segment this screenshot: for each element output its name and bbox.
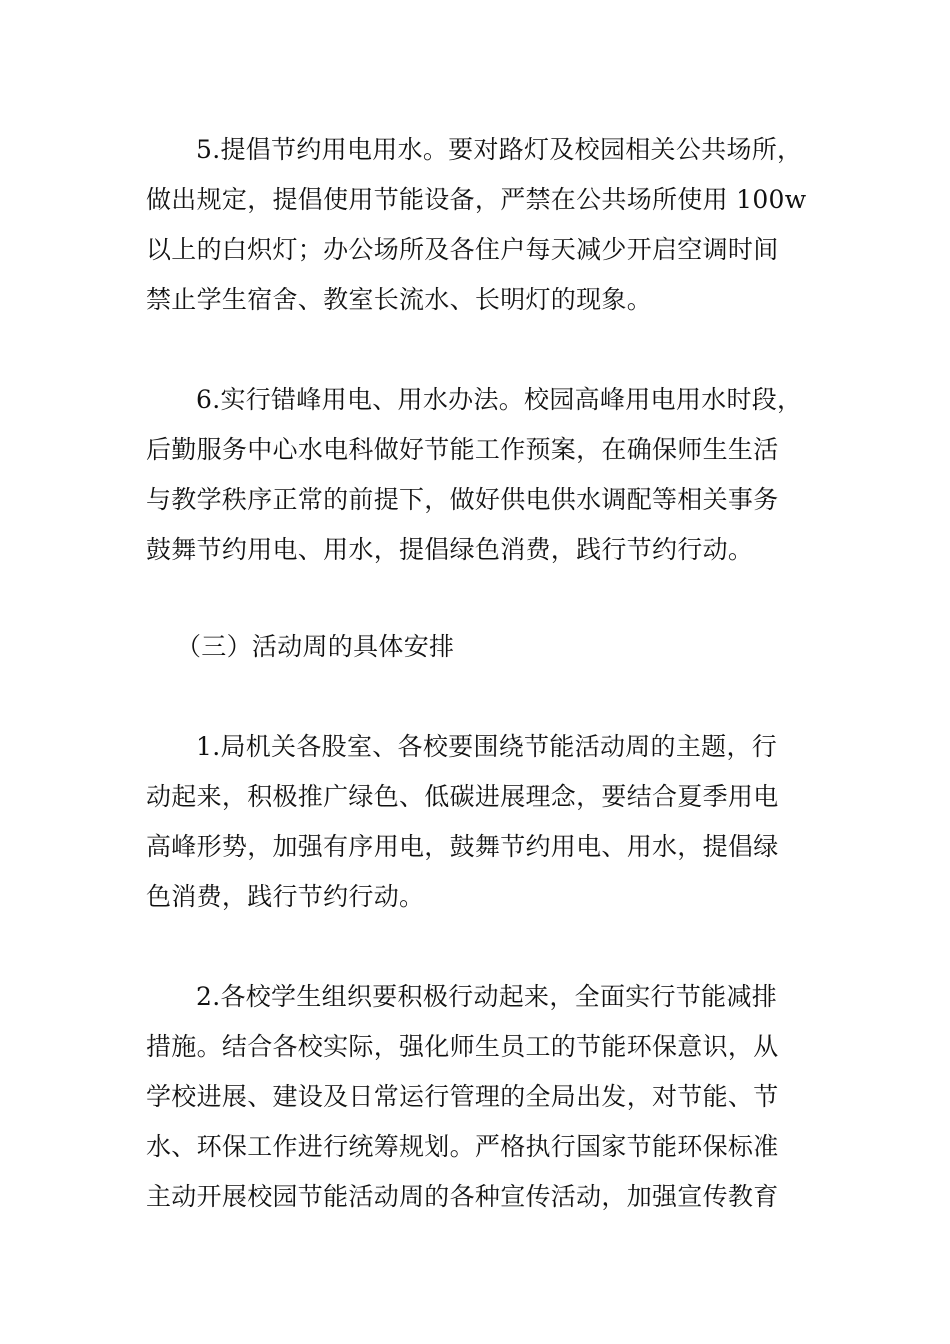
text-line: 措施。结合各校实际，强化师生员工的节能环保意识，从 (146, 1032, 779, 1061)
text-line: 禁止学生宿舍、教室长流水、长明灯的现象。 (146, 285, 653, 314)
text-line: 动起来，积极推广绿色、低碳进展理念，要结合夏季用电 (146, 782, 779, 811)
schedule-item-2 (146, 972, 811, 1222)
text-line: 高峰形势，加强有序用电，鼓舞节约用电、用水，提倡绿 (146, 832, 779, 861)
text-line: 6.实行错峰用电、用水办法。校园高峰用电用水时段， (196, 385, 803, 414)
text-line: 学校进展、建设及日常运行管理的全局出发，对节能、节 (146, 1082, 779, 1111)
text-line: 与教学秩序正常的前提下，做好供电供水调配等相关事务 (146, 485, 779, 514)
section-heading (146, 622, 811, 672)
text-line: 主动开展校园节能活动周的各种宣传活动，加强宣传教育 (146, 1182, 779, 1211)
schedule-item-1 (146, 722, 811, 922)
text-line: 水、环保工作进行统筹规划。严格执行国家节能环保标准 (146, 1132, 779, 1161)
paragraph-item-6 (146, 375, 811, 575)
section-heading-text: （三）活动周的具体安排 (176, 632, 455, 661)
text-line: 鼓舞节约用电、用水，提倡绿色消费，践行节约行动。 (146, 535, 754, 564)
paragraph-item-5 (146, 125, 811, 325)
text-line: 后勤服务中心水电科做好节能工作预案，在确保师生生活 (146, 435, 779, 464)
text-line: 色消费，践行节约行动。 (146, 882, 425, 911)
text-line: 做出规定，提倡使用节能设备，严禁在公共场所使用 100w (146, 185, 807, 214)
text-line: 5.提倡节约用电用水。要对路灯及校园相关公共场所， (196, 135, 803, 164)
text-line: 以上的白炽灯；办公场所及各住户每天减少开启空调时间 (146, 235, 779, 264)
text-line: 2.各校学生组织要积极行动起来，全面实行节能减排 (196, 982, 778, 1011)
text-line: 1.局机关各股室、各校要围绕节能活动周的主题，行 (196, 732, 778, 761)
